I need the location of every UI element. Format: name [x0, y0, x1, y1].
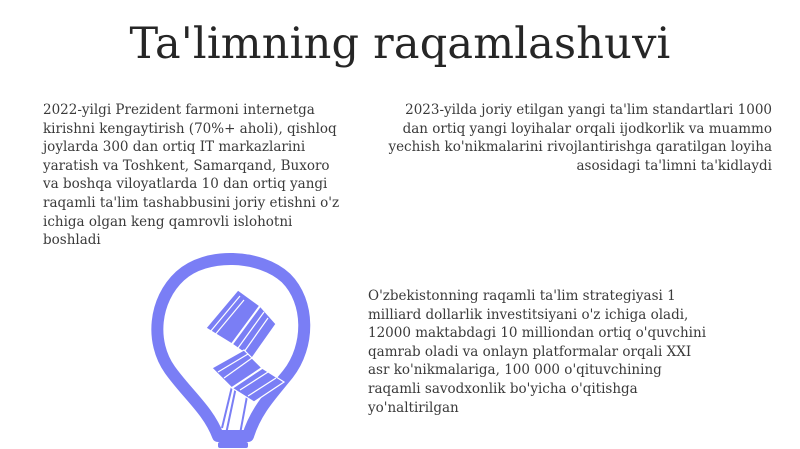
book-upper — [206, 290, 276, 358]
text-block-standards: 2023-yilda joriy etilgan yangi ta'lim standartlari 1000 dan ortiq yangi loyihalar orqali ijodkorlik va muammo yechish ko'nikmalarini rivojlantirishga qaratilgan loyiha asosidagi ta'limni ta'kidlaydi — [388, 102, 772, 174]
text-block-reform: 2022-yilgi Prezident farmoni internetga kirishni kengaytirish (70%+ aholi), qishloq joylarda 300 dan ortiq IT markazlarini yaratish va Toshkent, Samarqand, Buxoro va boshqa viloyatlarda 10 dan ortiq yangi raqamli ta'lim tashabbusini joriy etishni o'z ichiga olgan keng qamrovli islohotni boshladi — [43, 102, 340, 249]
text-block-strategy: O'zbekistonning raqamli ta'lim strategiyasi 1 milliard dollarlik investitsiyani o'z ichiga oladi, 12000 maktabdagi 10 milliondan ortiq o'quvchini qamrab oladi va onlayn platformalar orqali XXI asr ko'nikmalariga, 100 000 o'qituvchining raqamli savodxonlik bo'yicha o'qitishga yo'naltirilgan — [368, 288, 707, 416]
lightbulb-with-books-icon — [148, 250, 314, 449]
bulb-base — [214, 432, 252, 448]
slide-title: Ta'limning raqamlashuvi — [129, 19, 671, 69]
